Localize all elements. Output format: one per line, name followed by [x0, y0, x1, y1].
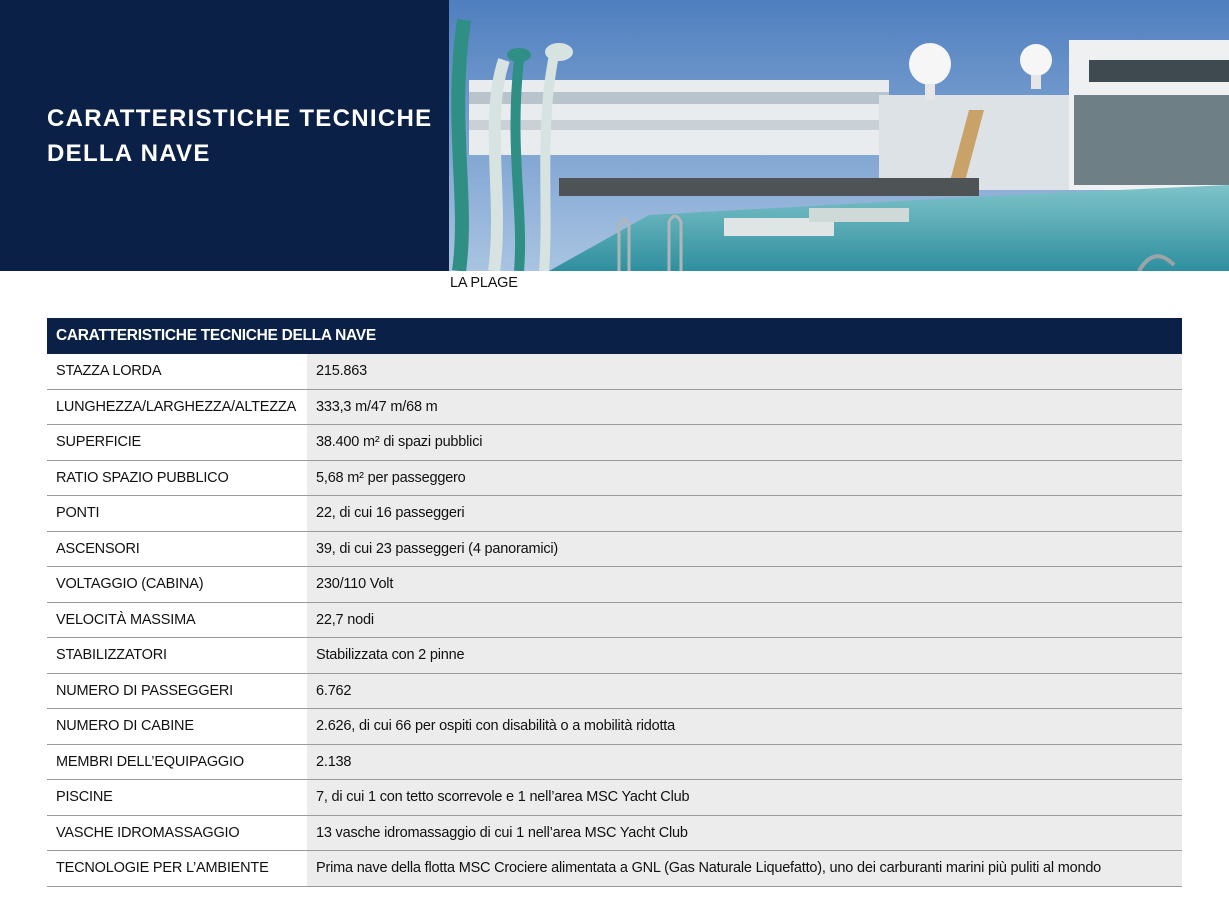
- row-label: STAZZA LORDA: [47, 354, 307, 389]
- row-value: 39, di cui 23 passeggeri (4 panoramici): [307, 532, 1182, 567]
- row-label: STABILIZZATORI: [47, 638, 307, 673]
- row-value: 2.626, di cui 66 per ospiti con disabilità o a mobilità ridotta: [307, 709, 1182, 744]
- row-label: TECNOLOGIE PER L’AMBIENTE: [47, 851, 307, 886]
- table-row: [47, 390, 1182, 426]
- row-label: VASCHE IDROMASSAGGIO: [47, 816, 307, 851]
- table-row: [47, 745, 1182, 781]
- row-label: RATIO SPAZIO PUBBLICO: [47, 461, 307, 496]
- page-title-line-2: DELLA NAVE: [47, 140, 211, 167]
- table-row: [47, 816, 1182, 852]
- row-label: PISCINE: [47, 780, 307, 815]
- row-value: 5,68 m² per passeggero: [307, 461, 1182, 496]
- row-value: Prima nave della flotta MSC Crociere alimentata a GNL (Gas Naturale Liquefatto), uno dei carburanti marini più puliti al mondo: [307, 851, 1182, 886]
- row-value: 22,7 nodi: [307, 603, 1182, 638]
- table-row: [47, 567, 1182, 603]
- table-row: [47, 603, 1182, 639]
- row-value: 215.863: [307, 354, 1182, 389]
- page-title-line-1: CARATTERISTICHE TECNICHE: [47, 105, 433, 132]
- table-row: [47, 496, 1182, 532]
- page-title: [47, 101, 437, 171]
- row-value: 22, di cui 16 passeggeri: [307, 496, 1182, 531]
- row-value: 6.762: [307, 674, 1182, 709]
- row-value: 333,3 m/47 m/68 m: [307, 390, 1182, 425]
- row-value: 38.400 m² di spazi pubblici: [307, 425, 1182, 460]
- row-label: ASCENSORI: [47, 532, 307, 567]
- row-label: MEMBRI DELL’EQUIPAGGIO: [47, 745, 307, 780]
- row-value: 7, di cui 1 con tetto scorrevole e 1 nell’area MSC Yacht Club: [307, 780, 1182, 815]
- row-label: NUMERO DI PASSEGGERI: [47, 674, 307, 709]
- table-row: [47, 780, 1182, 816]
- table-row: [47, 461, 1182, 497]
- ship-pool-photo: [449, 0, 1229, 271]
- row-label: SUPERFICIE: [47, 425, 307, 460]
- table-row: [47, 354, 1182, 390]
- table-row: [47, 709, 1182, 745]
- table-row: [47, 532, 1182, 568]
- table-header: CARATTERISTICHE TECNICHE DELLA NAVE: [47, 318, 1182, 354]
- title-panel: [0, 0, 449, 271]
- row-label: VELOCITÀ MASSIMA: [47, 603, 307, 638]
- table-row: [47, 425, 1182, 461]
- row-value: Stabilizzata con 2 pinne: [307, 638, 1182, 673]
- row-label: NUMERO DI CABINE: [47, 709, 307, 744]
- row-label: LUNGHEZZA/LARGHEZZA/ALTEZZA: [47, 390, 307, 425]
- row-label: PONTI: [47, 496, 307, 531]
- row-value: 230/110 Volt: [307, 567, 1182, 602]
- photo-caption: LA PLAGE: [450, 275, 518, 291]
- row-value: 13 vasche idromassaggio di cui 1 nell’area MSC Yacht Club: [307, 816, 1182, 851]
- table-row: [47, 851, 1182, 887]
- table-row: [47, 638, 1182, 674]
- row-value: 2.138: [307, 745, 1182, 780]
- specifications-table: [47, 318, 1182, 887]
- row-label: VOLTAGGIO (CABINA): [47, 567, 307, 602]
- table-row: [47, 674, 1182, 710]
